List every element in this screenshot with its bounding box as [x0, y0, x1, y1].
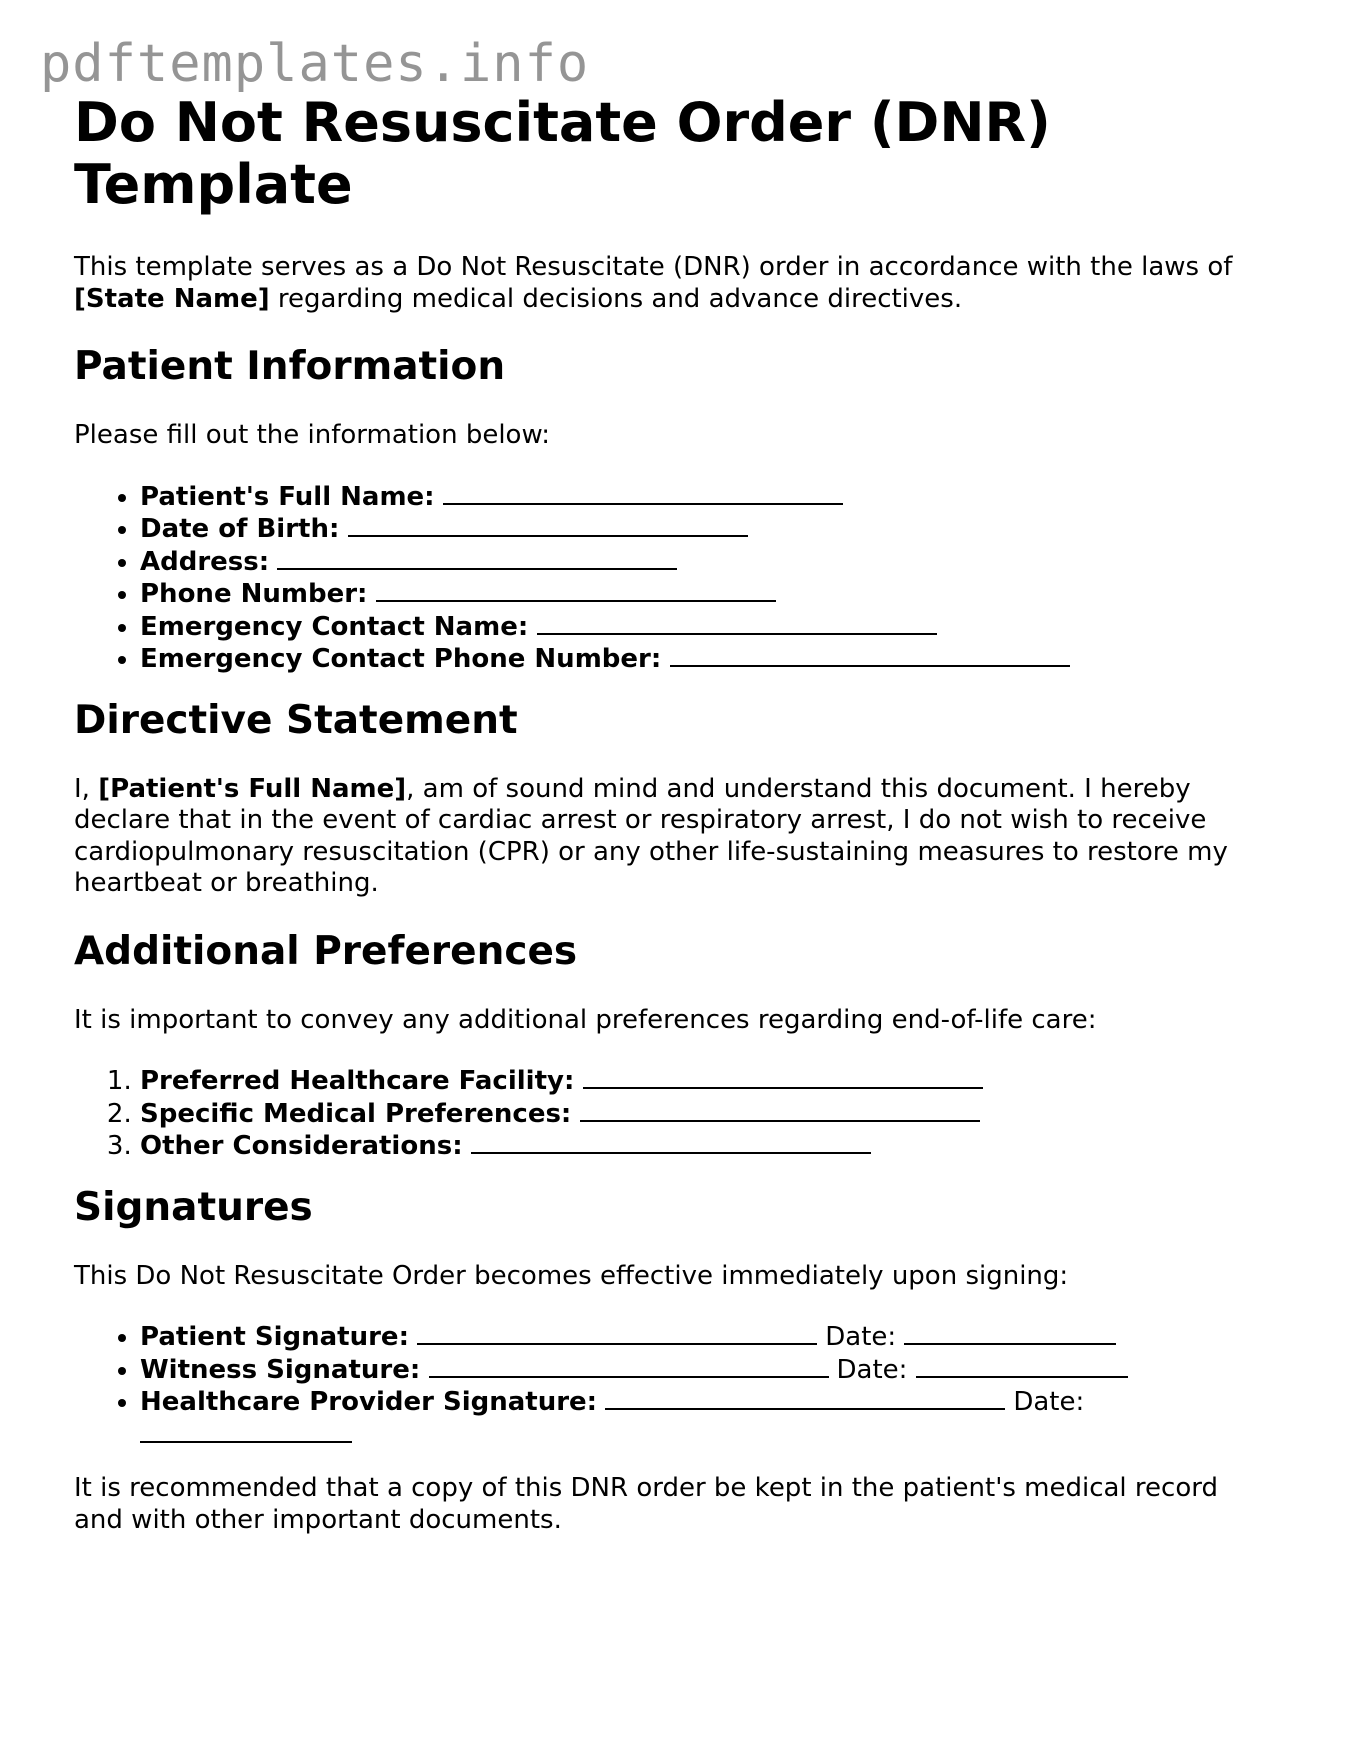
- witness-signature-blank[interactable]: [429, 1354, 829, 1378]
- intro-text-before: This template serves as a Do Not Resuscitate (DNR) order in accordance with the laws of: [74, 252, 1233, 282]
- list-item: [140, 1354, 1274, 1387]
- patient-signature-blank[interactable]: [417, 1321, 817, 1345]
- list-item: [140, 643, 1274, 676]
- medical-preferences-blank[interactable]: [580, 1098, 980, 1122]
- signatures-list: [74, 1321, 1274, 1451]
- list-item: [140, 1321, 1274, 1354]
- directive-text-before: I,: [74, 773, 90, 804]
- field-label: Address:: [140, 546, 270, 577]
- field-label: Phone Number:: [140, 579, 368, 609]
- directive-heading: Directive Statement: [74, 697, 518, 743]
- patient-name-placeholder: [Patient's Full Name]: [98, 773, 407, 804]
- date-of-birth-blank[interactable]: [348, 513, 748, 537]
- field-label: Healthcare Provider Signature:: [140, 1387, 598, 1417]
- field-label: Specific Medical Preferences:: [140, 1098, 572, 1129]
- list-item: [140, 1130, 1274, 1163]
- directive-paragraph: [74, 774, 1274, 900]
- list-item: [140, 1386, 1274, 1451]
- footer-note: It is recommended that a copy of this DNR order be kept in the patient's medical record and with other important documents.: [74, 1473, 1218, 1535]
- date-label: Date:: [825, 1322, 897, 1352]
- provider-signature-blank[interactable]: [605, 1386, 1005, 1410]
- directive-text-after: , am of sound mind and understand this document. I hereby declare that in the event of cardiac arrest or respiratory arrest, I do not wish to receive cardiopulmonary resuscitation (CPR) or any other life-sustaining measures to restore my heartbeat or breathing.: [74, 773, 1228, 898]
- list-item: [140, 611, 1274, 644]
- list-item: [140, 546, 1274, 579]
- emergency-contact-name-blank[interactable]: [537, 611, 937, 635]
- list-item: [140, 513, 1274, 546]
- signatures-instruction: This Do Not Resuscitate Order becomes effective immediately upon signing:: [74, 1260, 1069, 1291]
- document: [74, 92, 1274, 1565]
- preferences-instruction: It is important to convey any additional preferences regarding end-of-life care:: [74, 1004, 1097, 1035]
- field-label: Emergency Contact Name:: [140, 611, 529, 642]
- field-label: Patient Signature:: [140, 1322, 409, 1352]
- other-considerations-blank[interactable]: [471, 1130, 871, 1154]
- field-label: Preferred Healthcare Facility:: [140, 1066, 575, 1096]
- list-item: [140, 1065, 1274, 1098]
- field-label: Emergency Contact Phone Number:: [140, 644, 662, 674]
- phone-number-blank[interactable]: [376, 578, 776, 602]
- signatures-heading: Signatures: [74, 1184, 313, 1230]
- patient-info-instruction: Please fill out the information below:: [74, 420, 551, 450]
- field-label: Patient's Full Name:: [140, 481, 435, 512]
- list-item: [140, 1098, 1274, 1131]
- field-label: Witness Signature:: [140, 1354, 421, 1385]
- intro-text-after: regarding medical decisions and advance directives.: [277, 283, 963, 314]
- field-label: Date of Birth:: [140, 514, 340, 544]
- date-label: Date:: [1013, 1387, 1085, 1417]
- healthcare-facility-blank[interactable]: [583, 1065, 983, 1089]
- field-label: Other Considerations:: [140, 1131, 463, 1161]
- watermark: pdftemplates.info: [40, 34, 590, 94]
- patient-info-list: [74, 481, 1274, 676]
- list-item: [140, 578, 1274, 611]
- witness-date-blank[interactable]: [916, 1354, 1128, 1378]
- patient-date-blank[interactable]: [904, 1321, 1116, 1345]
- address-blank[interactable]: [277, 546, 677, 570]
- provider-date-blank[interactable]: [140, 1419, 352, 1443]
- preferences-list: [74, 1065, 1274, 1163]
- patient-info-heading: Patient Information: [74, 344, 506, 389]
- patient-name-blank[interactable]: [443, 481, 843, 505]
- intro-paragraph: [74, 252, 1274, 315]
- state-placeholder: [State Name]: [74, 283, 270, 314]
- page-title: Do Not Resuscitate Order (DNR) Template: [74, 91, 1051, 216]
- list-item: [140, 481, 1274, 514]
- preferences-heading: Additional Preferences: [74, 928, 578, 974]
- emergency-contact-phone-blank[interactable]: [670, 643, 1070, 667]
- date-label: Date:: [836, 1354, 908, 1385]
